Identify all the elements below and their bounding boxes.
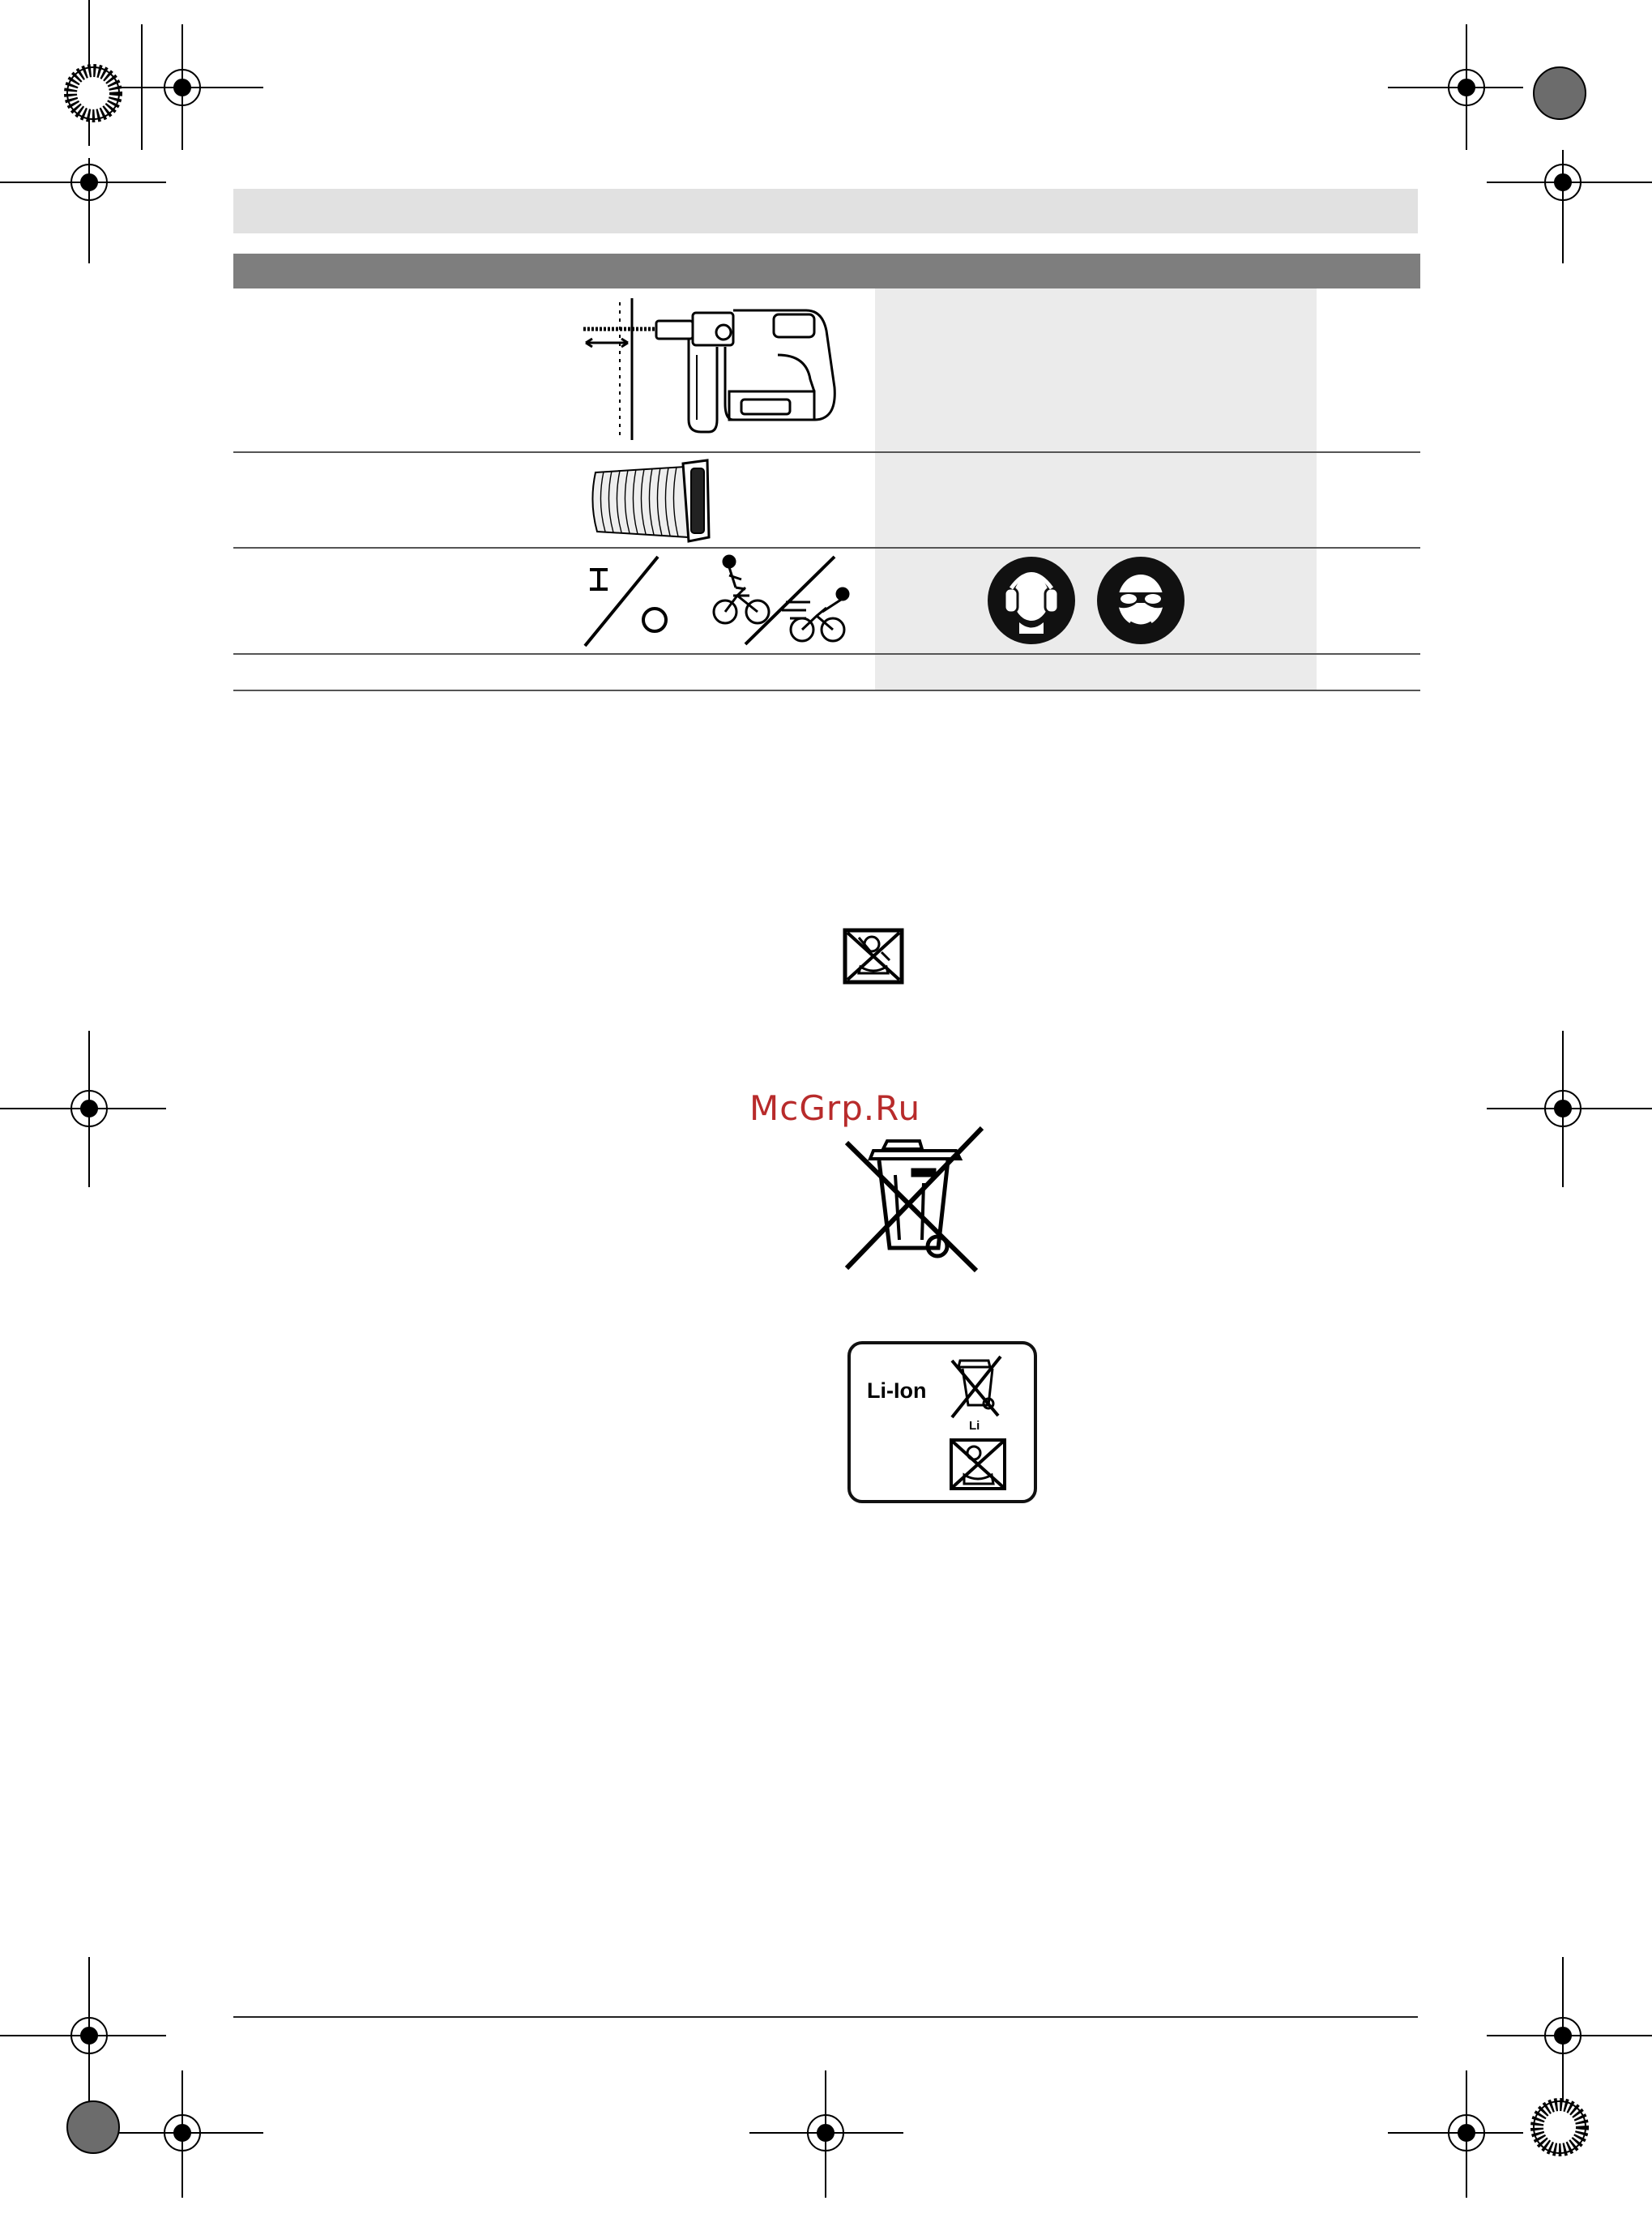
li-ion-label: Li-Ion	[867, 1378, 927, 1403]
crossed-bin-icon	[843, 1126, 988, 1272]
table-row-divider	[233, 547, 1420, 549]
header-bar-light	[233, 189, 1418, 233]
table-row-divider	[233, 690, 1420, 691]
no-disposal-small-icon	[950, 1438, 1006, 1490]
table-row-divider	[233, 451, 1420, 453]
ear-protection-icon	[987, 556, 1076, 645]
table-cell-gray	[875, 655, 1317, 690]
on-off-icon	[583, 555, 672, 648]
header-bar-dark	[233, 254, 1420, 288]
li-sub-label: Li	[969, 1419, 980, 1433]
table-cell-gray	[875, 453, 1317, 547]
li-ion-battery-icon	[847, 1341, 1037, 1503]
dust-extraction-icon	[587, 460, 717, 545]
li-bin-icon	[948, 1352, 1005, 1421]
watermark-text: McGrp.Ru	[749, 1088, 921, 1128]
eye-protection-icon	[1096, 556, 1185, 645]
no-household-disposal-icon	[843, 928, 904, 985]
rotary-hammer-icon	[579, 298, 847, 440]
table-cell-gray	[875, 288, 1317, 451]
footer-rule	[233, 2016, 1418, 2018]
bicycle-speed-icon	[705, 555, 867, 648]
table-row-divider	[233, 653, 1420, 655]
